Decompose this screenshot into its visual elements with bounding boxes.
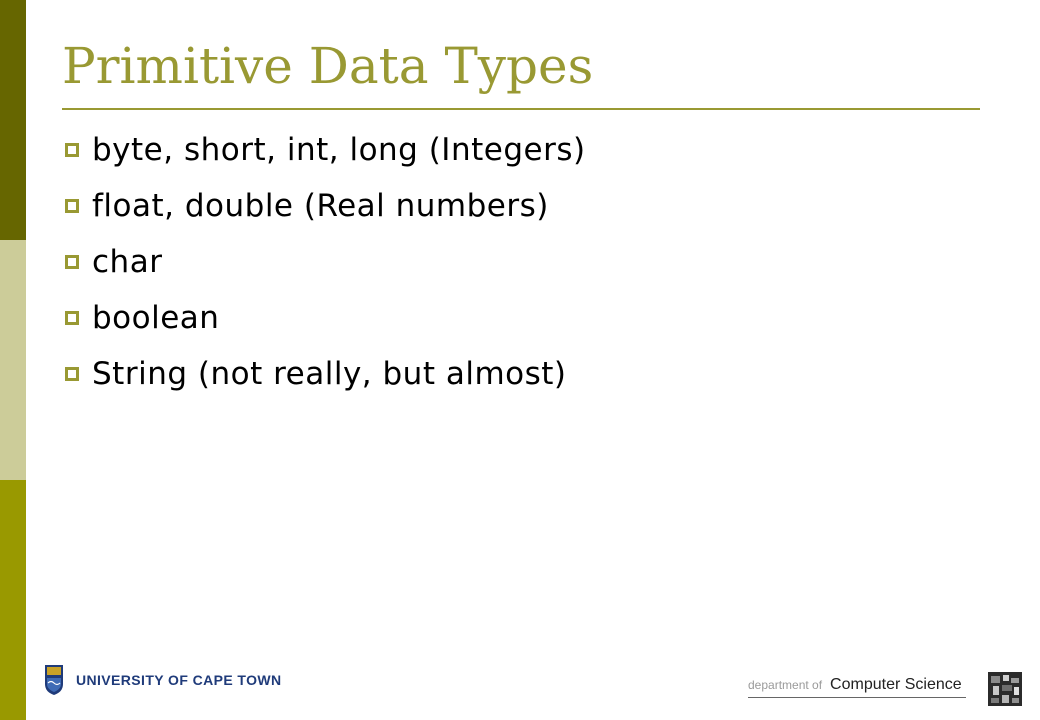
department-name: Computer Science <box>830 676 962 693</box>
department-label <box>748 676 966 698</box>
bullet-item <box>60 346 586 402</box>
bullet-item <box>60 178 586 234</box>
square-bullet-icon <box>65 311 79 325</box>
square-bullet-icon <box>65 199 79 213</box>
bullet-text: String (not really, but almost) <box>92 356 567 392</box>
slide-title: Primitive Data Types <box>62 37 594 95</box>
department-prefix: department of <box>748 678 823 692</box>
bullet-item <box>60 122 586 178</box>
department-logo-icon <box>988 672 1022 706</box>
sidebar-stripe <box>0 0 26 720</box>
uct-crest-icon <box>44 664 64 696</box>
bullet-list <box>60 122 586 402</box>
university-logo <box>44 664 281 696</box>
bullet-item <box>60 290 586 346</box>
bullet-item <box>60 234 586 290</box>
bullet-text: byte, short, int, long (Integers) <box>92 132 586 168</box>
university-name: UNIVERSITY OF CAPE TOWN <box>76 672 282 688</box>
square-bullet-icon <box>65 255 79 269</box>
square-bullet-icon <box>65 367 79 381</box>
sidebar-segment-light <box>0 240 26 480</box>
bullet-text: char <box>92 244 163 280</box>
sidebar-segment-dark <box>0 0 26 240</box>
square-bullet-icon <box>65 143 79 157</box>
title-underline <box>62 108 980 110</box>
bullet-text: boolean <box>92 300 220 336</box>
bullet-text: float, double (Real numbers) <box>92 188 549 224</box>
sidebar-segment-mid <box>0 480 26 720</box>
